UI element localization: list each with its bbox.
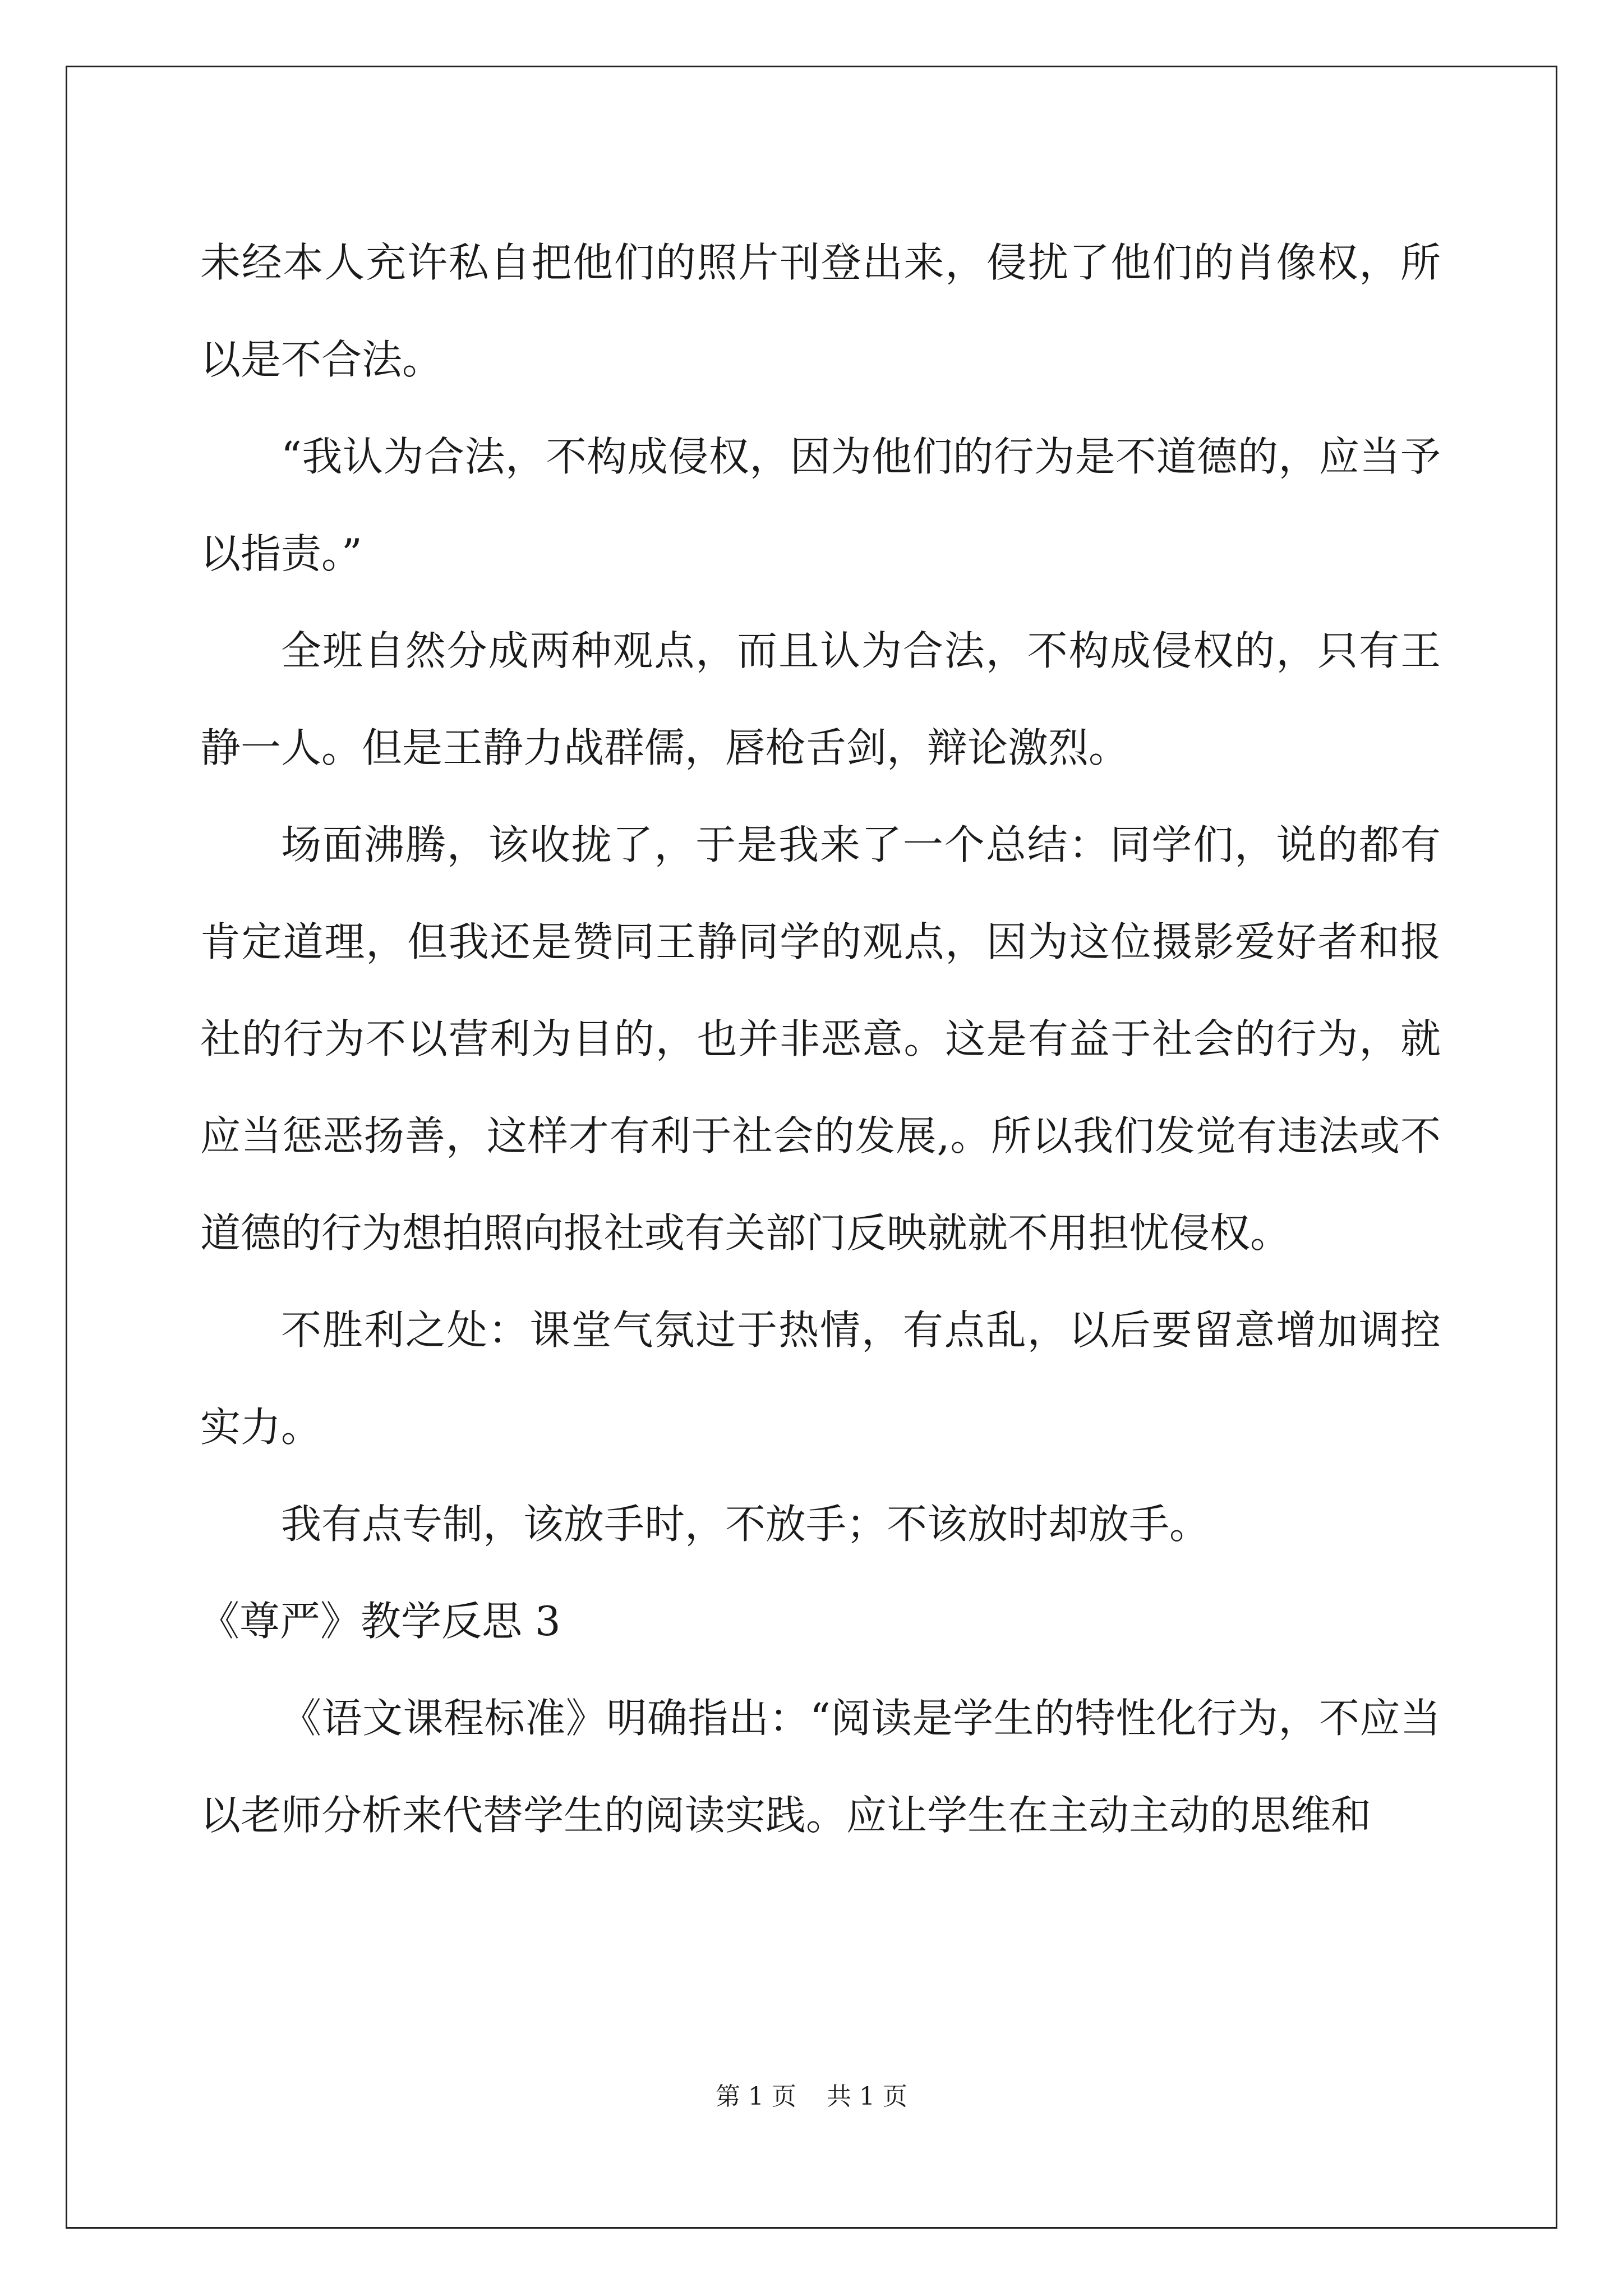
page-total: 共 1 页 [827,2082,907,2111]
page-footer [0,2080,1623,2114]
page-number: 第 1 页 [716,2082,796,2111]
paragraph-3: 全班自然分成两种观点，而且认为合法，不构成侵权的，只有王静一人。但是王静力战群儒，唇枪舌剑，辩论激烈。 [200,627,1441,771]
document-body [200,214,1441,1864]
paragraph-6: 我有点专制，该放手时，不放手；不该放时却放手。 [281,1501,1210,1548]
paragraph-2: “我认为合法，不构成侵权，因为他们的行为是不道德的，应当予以指责。” [200,433,1441,577]
paragraph-4: 场面沸腾，该收拢了，于是我来了一个总结：同学们，说的都有肯定道理，但我还是赞同王静同学的观点，因为这位摄影爱好者和报社的行为不以营利为目的，也并非恶意。这是有益于社会的行为，就应当惩恶扬善，这样才有利于社会的发展,。所以我们发觉有违法或不道德的行为想拍照向报社或有关部门反映就就不用担忧侵权。 [200,821,1441,1257]
paragraph-1: 未经本人充许私自把他们的照片刊登出来，侵扰了他们的肖像权，所以是不合法。 [200,239,1441,383]
paragraph-5: 不胜利之处：课堂气氛过于热情，有点乱，以后要留意增加调控实力。 [200,1306,1441,1451]
section-heading: 《尊严》教学反思 3 [199,1598,561,1645]
section-paragraph-1: 《语文课程标准》明确指出：“阅读是学生的特性化行为，不应当以老师分析来代替学生的阅读实践。应让学生在主动主动的思维和 [200,1695,1441,1839]
